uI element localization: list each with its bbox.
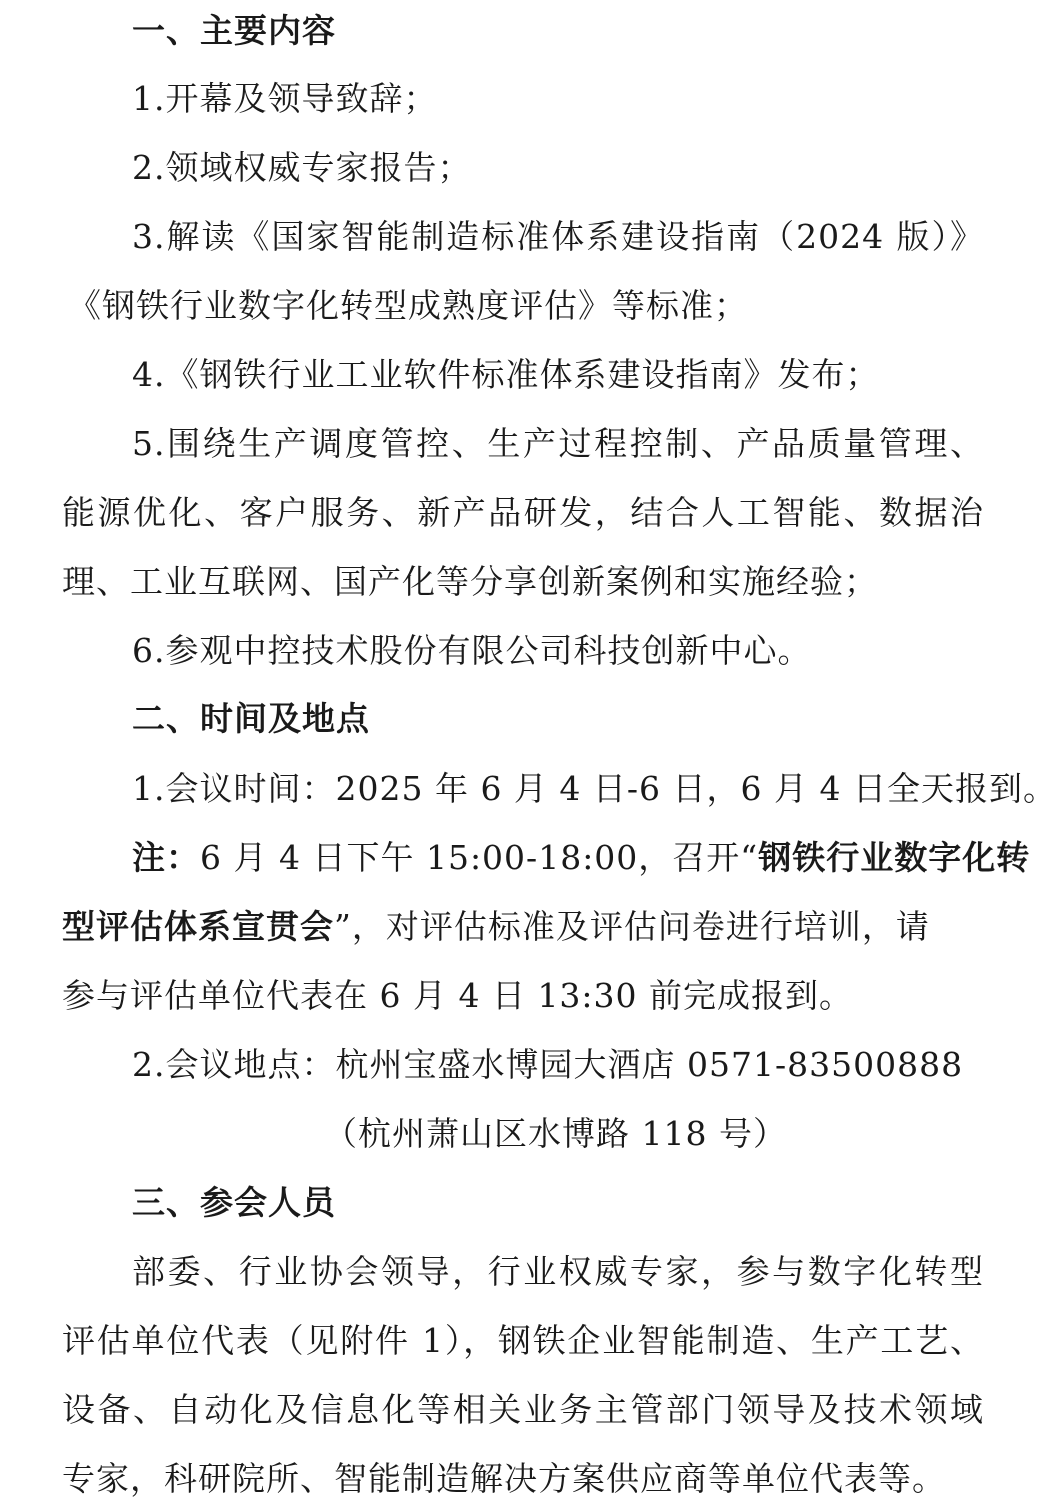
note-line-2-text: ”，对评估标准及评估问卷进行培训，请: [334, 907, 930, 946]
note-line-2-bold: 型评估体系宣贯会: [62, 907, 334, 946]
section-heading-main-content: 一、主要内容: [132, 11, 336, 50]
attendees-line-2: 评估单位代表（见附件 1），钢铁企业智能制造、生产工艺、: [62, 1321, 984, 1360]
note-line-1: [62, 833, 1031, 883]
venue-address: （杭州萧山区水博路 118 号）: [324, 1114, 787, 1153]
section-heading-time-place: 二、时间及地点: [132, 699, 370, 738]
content-item-2: 2.领域权威专家报告；: [132, 148, 472, 187]
note-line-2: [62, 902, 984, 952]
note-line-1-bold: 钢铁行业数字化转: [758, 838, 1031, 877]
content-item-3-line-2: 《钢铁行业数字化转型成熟度评估》等标准；: [68, 286, 748, 325]
meeting-venue: 2.会议地点：杭州宝盛水博园大酒店 0571-83500888: [132, 1045, 964, 1084]
section-heading-attendees: 三、参会人员: [132, 1183, 336, 1222]
content-item-5-line-3: 理、工业互联网、国产化等分享创新案例和实施经验；: [62, 562, 878, 601]
attendees-line-4: 专家，科研院所、智能制造解决方案供应商等单位代表等。: [62, 1459, 946, 1498]
attendees-line-3: 设备、自动化及信息化等相关业务主管部门领导及技术领域: [62, 1390, 984, 1429]
content-item-3-line-1: 3.解读《国家智能制造标准体系建设指南（2024 版）》: [132, 217, 984, 256]
note-label: 注：: [132, 838, 200, 877]
meeting-time: 1.会议时间：2025 年 6 月 4 日-6 日，6 月 4 日全天报到。: [132, 769, 1058, 808]
content-item-5-line-1: 5.围绕生产调度管控、生产过程控制、产品质量管理、: [132, 424, 984, 463]
content-item-5-line-2: 能源优化、客户服务、新产品研发，结合人工智能、数据治: [62, 493, 984, 532]
content-item-6: 6.参观中控技术股份有限公司科技创新中心。: [132, 631, 812, 670]
note-line-1-text: 6 月 4 日下午 15:00-18:00，召开“: [200, 838, 759, 877]
note-line-3: 参与评估单位代表在 6 月 4 日 13:30 前完成报到。: [62, 976, 854, 1015]
content-item-4: 4.《钢铁行业工业软件标准体系建设指南》发布；: [132, 355, 880, 394]
content-item-1: 1.开幕及领导致辞；: [132, 79, 438, 118]
attendees-line-1: 部委、行业协会领导，行业权威专家，参与数字化转型: [132, 1252, 984, 1291]
